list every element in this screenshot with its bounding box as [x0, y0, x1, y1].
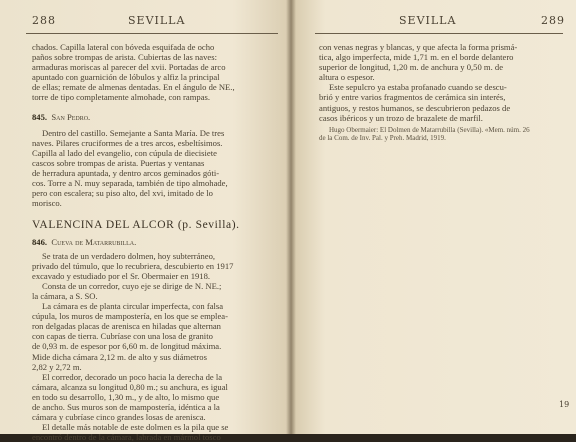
text-line: altura o espesor. [319, 72, 375, 83]
text-line: torre de tipo completamente almohade, con rampas. [32, 92, 211, 103]
left-body [32, 42, 276, 442]
text-line: casos ibéricos y un trozo de brazalete de marfil. [319, 112, 483, 123]
text-line: Mide dicha cámara 2,12 m. de alto y sus diámetros [32, 351, 207, 362]
text-line: paños sobre trompas de arista. Cubiertas de las naves: [32, 52, 217, 63]
text-line: Se trata de un verdadero dolmen, hoy subterráneo, [42, 250, 216, 261]
text-line: cos. Torre a N. muy separada, también de tipo almohade, [32, 178, 228, 189]
text-line: El corredor, decorado un poco hacia la derecha de la [42, 371, 223, 382]
text-line: chados. Capilla lateral con bóveda esquifada de ocho [32, 42, 215, 52]
bibliography-line: Hugo Obermaier: El Dolmen de Matarrubilla (Sevilla). «Mem. núm. 26 [329, 125, 530, 134]
left-header-rule [26, 33, 278, 34]
left-running-head: SEVILLA [128, 14, 186, 27]
right-page [291, 0, 576, 434]
text-line: morisco. [32, 198, 62, 209]
text-line: con capas de tierra. Cubríase con una losa de granito [32, 331, 213, 342]
text-line: Capilla al lado del evangelio, con cúpula de diecisiete [32, 147, 217, 158]
text-line: de ellas; remate de almenas dentadas. En el ángulo de NE., [32, 82, 235, 93]
text-line: con venas negras y blancas, y que afecta la forma prismá- [319, 42, 518, 52]
text-line: naves. Pilares cruciformes de a tres arcos, esbeltísimos. [32, 137, 223, 148]
entry-number: 846. [32, 236, 48, 247]
text-line: privado del túmulo, que lo recubriera, descubierto en 1917 [32, 260, 234, 271]
text-line: encontró dentro de la cámara, labrada en mármol tosco [32, 432, 221, 442]
left-page-number: 288 [32, 14, 56, 27]
text-line: El detalle más notable de este dolmen es la pila que se [42, 422, 229, 433]
signature-mark: 19 [559, 400, 570, 409]
text-line: cámara, alcanza su longitud 0,80 m.; su anchura, es igual [32, 381, 228, 392]
text-line: de 0,93 m. de espesor por 6,60 m. de longitud máxima. [32, 341, 222, 352]
text-line: cúpula, los muros de mampostería, en los que se emplea- [32, 311, 228, 322]
entry-845-text [32, 128, 276, 209]
text-line: superior de longitud, 1,20 m. de anchura y 0,50 m. de [319, 62, 504, 73]
book-gutter [286, 0, 296, 434]
text-line: la cámara, a S. SO. [32, 290, 98, 301]
entry-846-text [32, 251, 276, 442]
text-line: armaduras moriscas al parecer del xvii. Portadas de arco [32, 62, 226, 73]
text-line: Consta de un corredor, cuyo eje se dirige de N. NE.; [42, 280, 222, 291]
text-line: de ancho. Sus muros son de mampostería, idéntica a la [32, 402, 220, 412]
text-line: en todo su desarrollo, 1,30 m., y de alto, lo mismo que [32, 391, 220, 402]
text-line: cámara y cubríase cinco grandes losas de arenisca. [32, 412, 206, 423]
text-line: apuntado con guarnición de lóbulos y alfiz la principal [32, 72, 220, 83]
text-line: brió y entre varios fragmentos de cerámica sin interés, [319, 92, 506, 103]
left-top-paragraph [32, 42, 276, 103]
text-line: de herradura apuntada, y dentro arcos geminados góti- [32, 168, 220, 179]
place-heading: VALENCINA DEL ALCOR (p. Sevilla). [32, 219, 240, 232]
entry-heading-846 [32, 237, 276, 247]
text-line: pero con escalera; su piso alto, del xvi, imitado de lo [32, 188, 213, 199]
bibliography-line: de la Com. de Inv. Pal. y Preh. Madrid, 1919. [319, 134, 446, 143]
text-line: excavado y estudiado por el Sr. Obermaier en 1918. [32, 270, 211, 281]
text-line: antiguos, y restos humanos, se descubrieron pedazos de [319, 102, 511, 113]
text-line: ron delgadas placas de arenisca en hiladas que alternan [32, 321, 221, 332]
text-line: 2,82 y 2,72 m. [32, 361, 82, 372]
right-body [319, 42, 561, 143]
entry-title: San Pedro. [51, 111, 91, 122]
entry-number: 845. [32, 111, 48, 122]
entry-title: Cueva de Matarrubilla. [51, 236, 137, 247]
bibliography-note [319, 126, 561, 143]
entry-heading-845 [32, 112, 276, 122]
text-line: Dentro del castillo. Semejante a Santa María. De tres [42, 127, 225, 138]
text-line: tica, algo imperfecta, mide 1,71 m. en el borde delantero [319, 52, 514, 63]
text-line: Este sepulcro ya estaba profanado cuando se descu- [329, 82, 507, 93]
right-running-head: SEVILLA [399, 14, 457, 27]
right-header-rule [315, 33, 563, 34]
right-page-number: 289 [541, 14, 565, 27]
text-line: cascos sobre trompas de arista. Puertas y ventanas [32, 157, 205, 168]
text-line: La cámara es de planta circular imperfecta, con falsa [42, 301, 224, 312]
